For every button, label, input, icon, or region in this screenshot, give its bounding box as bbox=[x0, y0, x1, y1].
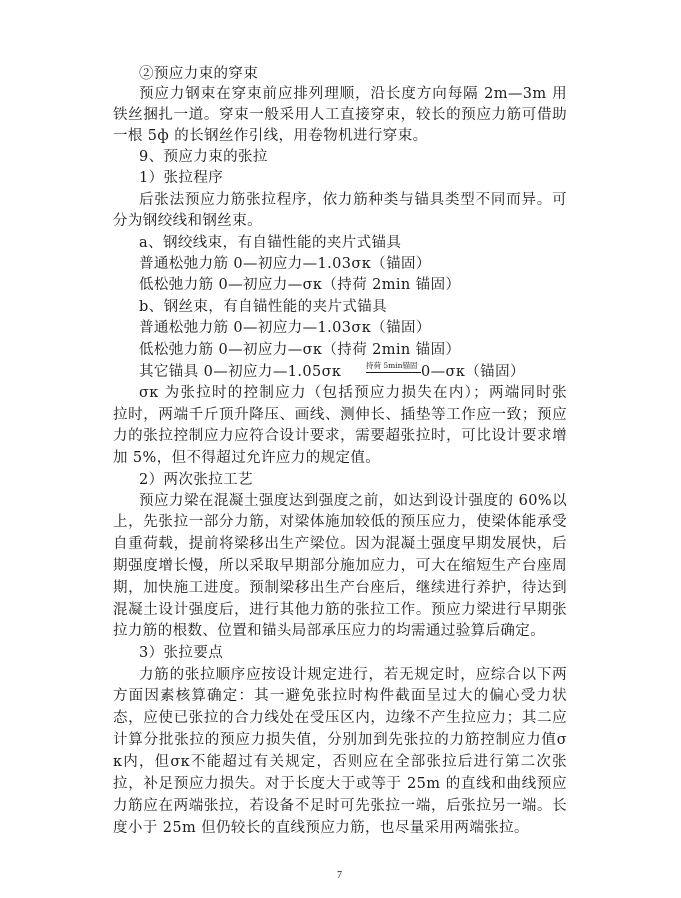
page-number: 7 bbox=[337, 870, 342, 881]
paragraph-line: 铁丝捆扎一道。穿束一般采用人工直接穿束，较长的预应力筋可借助 bbox=[113, 107, 567, 123]
paragraph-line: 力筋应在两端张拉，若设备不足时可先张拉一端，后张拉另一端。长 bbox=[113, 798, 567, 814]
paragraph-line: 计算分批张拉的预应力损失值，分别加到先张拉的力筋控制应力值σ bbox=[113, 732, 567, 748]
paragraph-line: 方面因素核算确定：其一避免张拉时构件截面呈过大的偏心受力状 bbox=[113, 688, 567, 704]
procedure-line-other-anchors: 其它锚具 0—初应力—1.05σκ bbox=[139, 364, 342, 380]
list-item-a: a、钢绞线束，有自锚性能的夹片式锚具 bbox=[139, 235, 402, 251]
paragraph-line: σκ 为张拉时的控制应力（包括预应力损失在内）；两端同时张 bbox=[139, 385, 567, 401]
paragraph-line: 分为钢绞线和钢丝束。 bbox=[113, 213, 262, 229]
subheading-key-points: 3）张拉要点 bbox=[139, 645, 224, 661]
procedure-line: 低松弛力筋 0—初应力—σκ（持荷 2min 锚固） bbox=[139, 342, 461, 358]
list-item-b: b、钢丝束，有自锚性能的夹片式锚具 bbox=[139, 299, 388, 315]
arrow-line bbox=[366, 372, 421, 373]
paragraph-line: 态，应使已张拉的合力线处在受压区内，边缘不产生拉应力；其二应 bbox=[113, 710, 567, 726]
paragraph-line: 混凝土设计强度后，进行其他力筋的张拉工作。预应力梁进行早期张 bbox=[113, 602, 567, 618]
paragraph-line: 力筋的张拉顺序应按设计规定进行，若无规定时，应综合以下两 bbox=[139, 667, 567, 683]
paragraph-line: 上，先张拉一部分力筋，对梁体施加较低的预压应力，使梁体能承受 bbox=[113, 514, 567, 530]
paragraph-line: 加 5%，但不得超过允许应力的规定值。 bbox=[113, 450, 381, 466]
procedure-line-end: 0—σκ（锚固） bbox=[421, 364, 525, 380]
paragraph-line: 拉，补足预应力损失。对于长度大于或等于 25m 的直线和曲线预应 bbox=[113, 776, 567, 792]
paragraph-line: 力的张拉控制应力应符合设计要求，需要超张拉时，可比设计要求增 bbox=[113, 428, 567, 444]
subheading-two-stage: 2）两次张拉工艺 bbox=[139, 472, 253, 488]
procedure-line: 普通松弛力筋 0—初应力—1.03σκ（锚固） bbox=[139, 320, 431, 336]
paragraph-line: 预应力钢束在穿束前应排列理顺，沿长度方向每隔 2m—3m 用 bbox=[139, 86, 567, 102]
arrow-label: 持荷 5min锚固 bbox=[366, 361, 418, 370]
paragraph-line: 拉力筋的根数、位置和锚头局部承压应力的均需通过验算后确定。 bbox=[113, 623, 546, 639]
paragraph-line: 后张法预应力筋张拉程序，依力筋种类与锚具类型不同而异。可 bbox=[139, 192, 567, 208]
procedure-line: 普通松弛力筋 0—初应力—1.03σκ（锚固） bbox=[139, 256, 431, 272]
paragraph-line: 度小于 25m 但仍较长的直线预应力筋，也尽量采用两端张拉。 bbox=[113, 820, 529, 836]
paragraph-line: 期，加快施工进度。预制梁移出生产台座后，继续进行养护，待达到 bbox=[113, 580, 567, 596]
paragraph-line: 自重荷载，提前将梁移出生产梁位。因为混凝土强度早期发展快，后 bbox=[113, 536, 567, 552]
paragraph-line: 一根 5ф 的长钢丝作引线，用卷物机进行穿束。 bbox=[113, 128, 428, 144]
procedure-line: 低松弛力筋 0—初应力—σκ（持荷 2min 锚固） bbox=[139, 277, 461, 293]
subheading-threading: ②预应力束的穿束 bbox=[139, 66, 259, 82]
section-heading-tensioning: 9、预应力束的张拉 bbox=[139, 149, 268, 165]
paragraph-line: 预应力梁在混凝土强度达到强度之前，如达到设计强度的 60%以 bbox=[139, 493, 567, 509]
paragraph-line: 拉时，两端千斤顶升降压、画线、测伸长、插垫等工作应一致；预应 bbox=[113, 407, 567, 423]
subheading-procedure: 1）张拉程序 bbox=[139, 170, 224, 186]
paragraph-line: 期强度增长慢，所以采取早期部分施加应力，可大在缩短生产台座周 bbox=[113, 558, 567, 574]
paragraph-line: κ内，但σκ不能超过有关规定，否则应在全部张拉后进行第二次张 bbox=[113, 754, 567, 770]
